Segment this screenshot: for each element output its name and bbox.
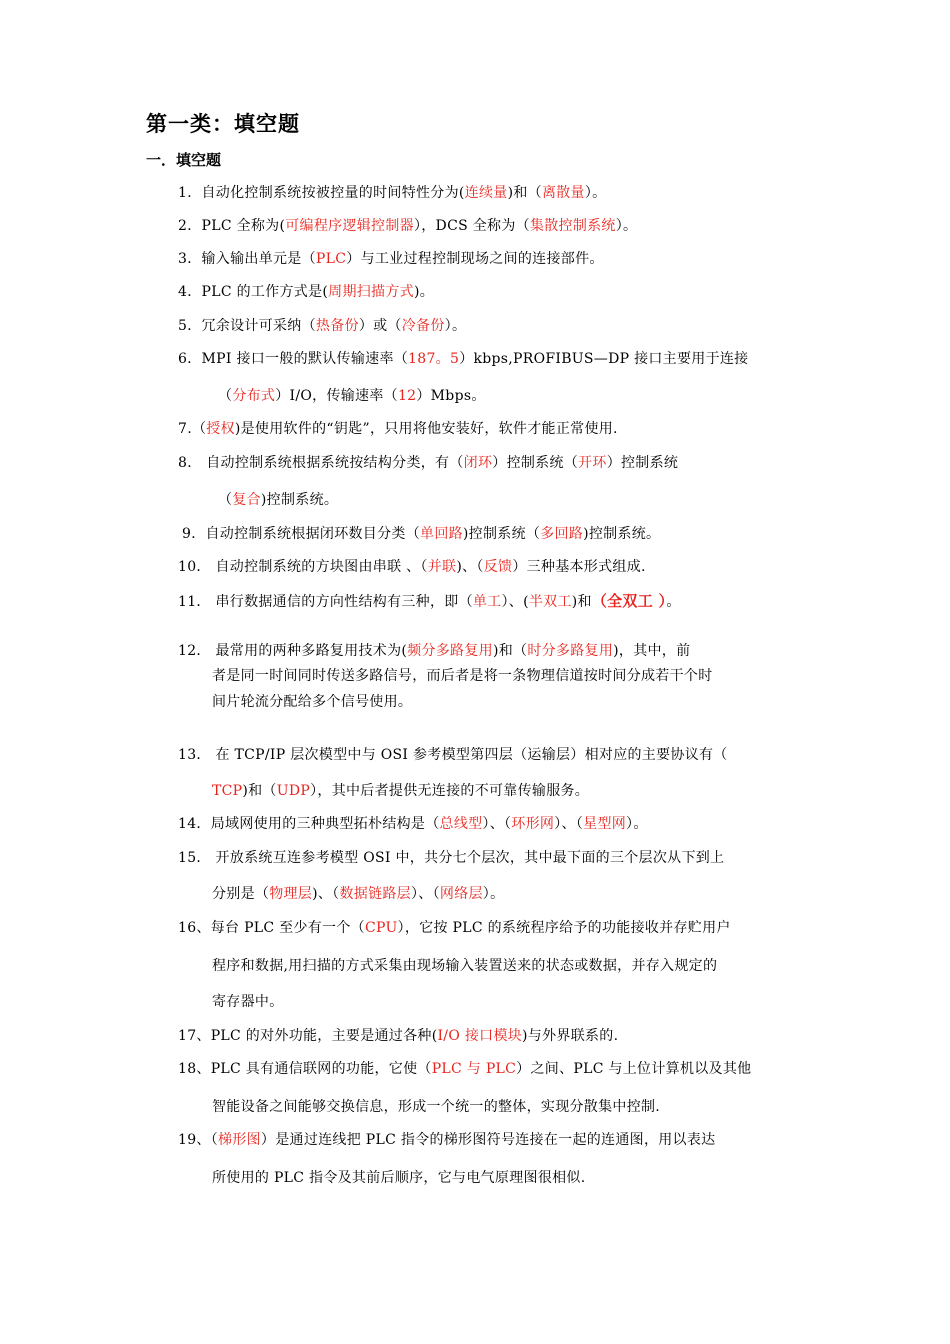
- answer-text: 187。5: [408, 351, 460, 367]
- answer-text: 闭环: [463, 455, 493, 471]
- question-text: ），DCS 全称为（: [413, 218, 530, 234]
- question-line: [218, 386, 486, 406]
- answer-text: CPU: [364, 920, 398, 936]
- answer-text: 单工: [472, 594, 502, 610]
- answer-text: 冷备份: [401, 318, 445, 334]
- answer-text: TCP: [212, 783, 243, 799]
- answer-text: 数据链路层: [339, 886, 411, 902]
- question-line: [182, 524, 660, 544]
- question-text: 程序和数据,用扫描的方式采集由现场输入装置送来的状态或数据，并存入规定的: [212, 958, 718, 974]
- answer-text: 授权: [206, 421, 235, 437]
- question-line: [178, 349, 748, 369]
- question-text: 15． 开放系统互连参考模型 OSI 中，共分七个层次，其中最下面的三个层次从下到上: [178, 850, 725, 866]
- question-line: [212, 692, 412, 712]
- answer-text: 反馈: [483, 559, 513, 575]
- answer-text: 时分多路复用: [527, 643, 614, 659]
- question-line: [218, 490, 338, 510]
- question-text: 3．输入输出单元是（: [178, 251, 316, 267]
- question-line: [212, 1168, 585, 1188]
- question-text: )与外界联系的.: [522, 1028, 619, 1044]
- answer-text: 星型网: [583, 816, 627, 832]
- question-line: [212, 1097, 660, 1117]
- answer-text: 单回路: [420, 526, 463, 542]
- question-line: [178, 641, 690, 661]
- question-line: [178, 591, 681, 612]
- question-text: 7.（: [178, 421, 207, 437]
- answer-text: PLC 与 PLC: [431, 1061, 517, 1077]
- answer-text: 复合: [232, 492, 261, 508]
- question-text: 14．局域网使用的三种典型拓朴结构是（: [178, 816, 440, 832]
- question-text: )、（: [312, 886, 340, 902]
- question-line: [212, 956, 717, 976]
- question-text: 19、（: [178, 1132, 219, 1148]
- question-text: 。: [666, 594, 681, 610]
- question-line: [178, 282, 434, 302]
- question-text: ）是通过连线把 PLC 指令的梯形图符号连接在一起的连通图，用以表达: [260, 1132, 716, 1148]
- question-line: [212, 884, 504, 904]
- question-line: [212, 666, 713, 686]
- question-text: （: [218, 388, 233, 404]
- question-text: ）控制系统: [606, 455, 679, 471]
- answer-text: 网络层: [439, 886, 483, 902]
- answer-text: UDP: [276, 783, 311, 799]
- answer-text: 热备份: [315, 318, 359, 334]
- question-text: ）。: [584, 185, 607, 201]
- question-text: 智能设备之间能够交换信息，形成一个统一的整体，实现分散集中控制.: [212, 1099, 661, 1115]
- question-line: [178, 183, 606, 203]
- answer-text: I/O 接口模块: [437, 1028, 523, 1044]
- question-line: [178, 316, 466, 336]
- question-text: ）I/O，传输速率（: [275, 388, 398, 404]
- question-text: ）、（: [482, 816, 512, 832]
- question-text: )和（: [507, 185, 542, 201]
- question-text: 者是同一时间同时传送多路信号，而后者是将一条物理信道按时间分成若干个时: [212, 668, 713, 684]
- question-text: ）。: [444, 318, 467, 334]
- answer-text: 集散控制系统: [529, 218, 616, 234]
- question-line: [212, 992, 284, 1012]
- answer-text: 梯形图: [218, 1132, 261, 1148]
- question-text: 10． 自动控制系统的方块图由串联 、（: [178, 559, 428, 575]
- question-text: ）。: [615, 218, 638, 234]
- question-line: [178, 216, 637, 236]
- question-line: [178, 1026, 618, 1046]
- question-text: ）。: [626, 816, 648, 832]
- question-text: ）kbps,PROFIBUS—DP 接口主要用于连接: [459, 351, 749, 367]
- question-text: ）控制系统（: [492, 455, 579, 471]
- answer-text: 连续量: [464, 185, 508, 201]
- question-text: 分别是（: [212, 886, 270, 902]
- answer-text: 12: [397, 388, 417, 404]
- question-text: ），它按 PLC 的系统程序给予的功能接收并存贮用户: [397, 920, 731, 936]
- answer-text: 可编程序逻辑控制器: [285, 218, 414, 234]
- question-text: )控制系统。: [583, 526, 661, 542]
- question-text: ）、（: [410, 886, 440, 902]
- question-text: ）之间、PLC 与上位计算机以及其他: [516, 1061, 752, 1077]
- answer-text: （全双工 ）: [591, 592, 667, 610]
- question-text: )和（: [492, 643, 528, 659]
- answer-text: 半双工: [528, 594, 572, 610]
- question-text: 寄存器中。: [212, 994, 284, 1010]
- question-text: )、（: [456, 559, 484, 575]
- question-text: 9．自动控制系统根据闭环数目分类（: [182, 526, 421, 542]
- answer-text: PLC: [315, 251, 347, 267]
- question-text: )控制系统。: [260, 492, 339, 508]
- question-text: （: [218, 492, 233, 508]
- question-line: [178, 848, 724, 868]
- question-line: [212, 781, 589, 801]
- question-line: [178, 918, 731, 938]
- answer-text: 总线型: [439, 816, 483, 832]
- question-text: 11． 串行数据通信的方向性结构有三种，即（: [178, 594, 473, 610]
- question-text: ）与工业过程控制现场之间的连接部件。: [346, 251, 604, 267]
- question-line: [178, 557, 646, 577]
- question-text: 4．PLC 的工作方式是(: [178, 284, 329, 300]
- question-text: ）或（: [358, 318, 402, 334]
- question-text: 18、PLC 具有通信联网的功能，它使（: [178, 1061, 432, 1077]
- answer-text: 分布式: [232, 388, 276, 404]
- answer-text: 多回路: [540, 526, 584, 542]
- question-line: [178, 419, 618, 439]
- question-text: 13． 在 TCP/IP 层次模型中与 OSI 参考模型第四层（运输层）相对应的主要协议有（: [178, 747, 728, 763]
- question-text: )，其中，前: [613, 643, 691, 659]
- answer-text: 并联: [427, 559, 457, 575]
- question-text: ）三种基本形式组成.: [512, 559, 646, 575]
- answer-text: 物理层: [269, 886, 313, 902]
- question-text: ），其中后者提供无连接的不可靠传输服务。: [310, 783, 590, 799]
- question-line: [178, 745, 728, 765]
- question-text: )和: [571, 594, 592, 610]
- question-text: 2．PLC 全称为(: [178, 218, 286, 234]
- question-line: [178, 453, 678, 473]
- question-text: ）Mbps。: [416, 388, 486, 404]
- question-line: [178, 1059, 751, 1079]
- question-text: 12． 最常用的两种多路复用技术为(: [178, 643, 408, 659]
- question-line: [178, 1130, 715, 1150]
- question-text: )控制系统（: [462, 526, 541, 542]
- answer-text: 频分多路复用: [407, 643, 493, 659]
- answer-text: 环形网: [511, 816, 555, 832]
- question-text: ）。: [482, 886, 505, 902]
- question-text: )和（: [242, 783, 277, 799]
- question-line: [178, 249, 604, 269]
- question-text: ）、（: [554, 816, 584, 832]
- question-text: 16、每台 PLC 至少有一个（: [178, 920, 365, 936]
- question-text: 1．自动化控制系统按被控量的时间特性分为(: [178, 185, 465, 201]
- section-title: 第一类：填空题: [146, 112, 300, 136]
- question-text: ）、(: [501, 594, 529, 610]
- subsection-title: 一．填空题: [146, 151, 222, 169]
- question-line: [178, 814, 648, 834]
- question-text: 所使用的 PLC 指令及其前后顺序，它与电气原理图很相似.: [212, 1170, 586, 1186]
- question-text: 8． 自动控制系统根据系统按结构分类，有（: [178, 455, 464, 471]
- answer-text: 开环: [578, 455, 607, 471]
- answer-text: 离散量: [541, 185, 585, 201]
- question-text: )是使用软件的“钥匙”，只用将他安装好，软件才能正常使用.: [234, 421, 618, 437]
- question-text: 间片轮流分配给多个信号使用。: [212, 694, 413, 710]
- question-text: 5．冗余设计可采纳（: [178, 318, 316, 334]
- question-text: )。: [413, 284, 435, 300]
- question-text: 6．MPI 接口一般的默认传输速率（: [178, 351, 409, 367]
- answer-text: 周期扫描方式: [328, 284, 414, 300]
- question-text: 17、PLC 的对外功能，主要是通过各种(: [178, 1028, 438, 1044]
